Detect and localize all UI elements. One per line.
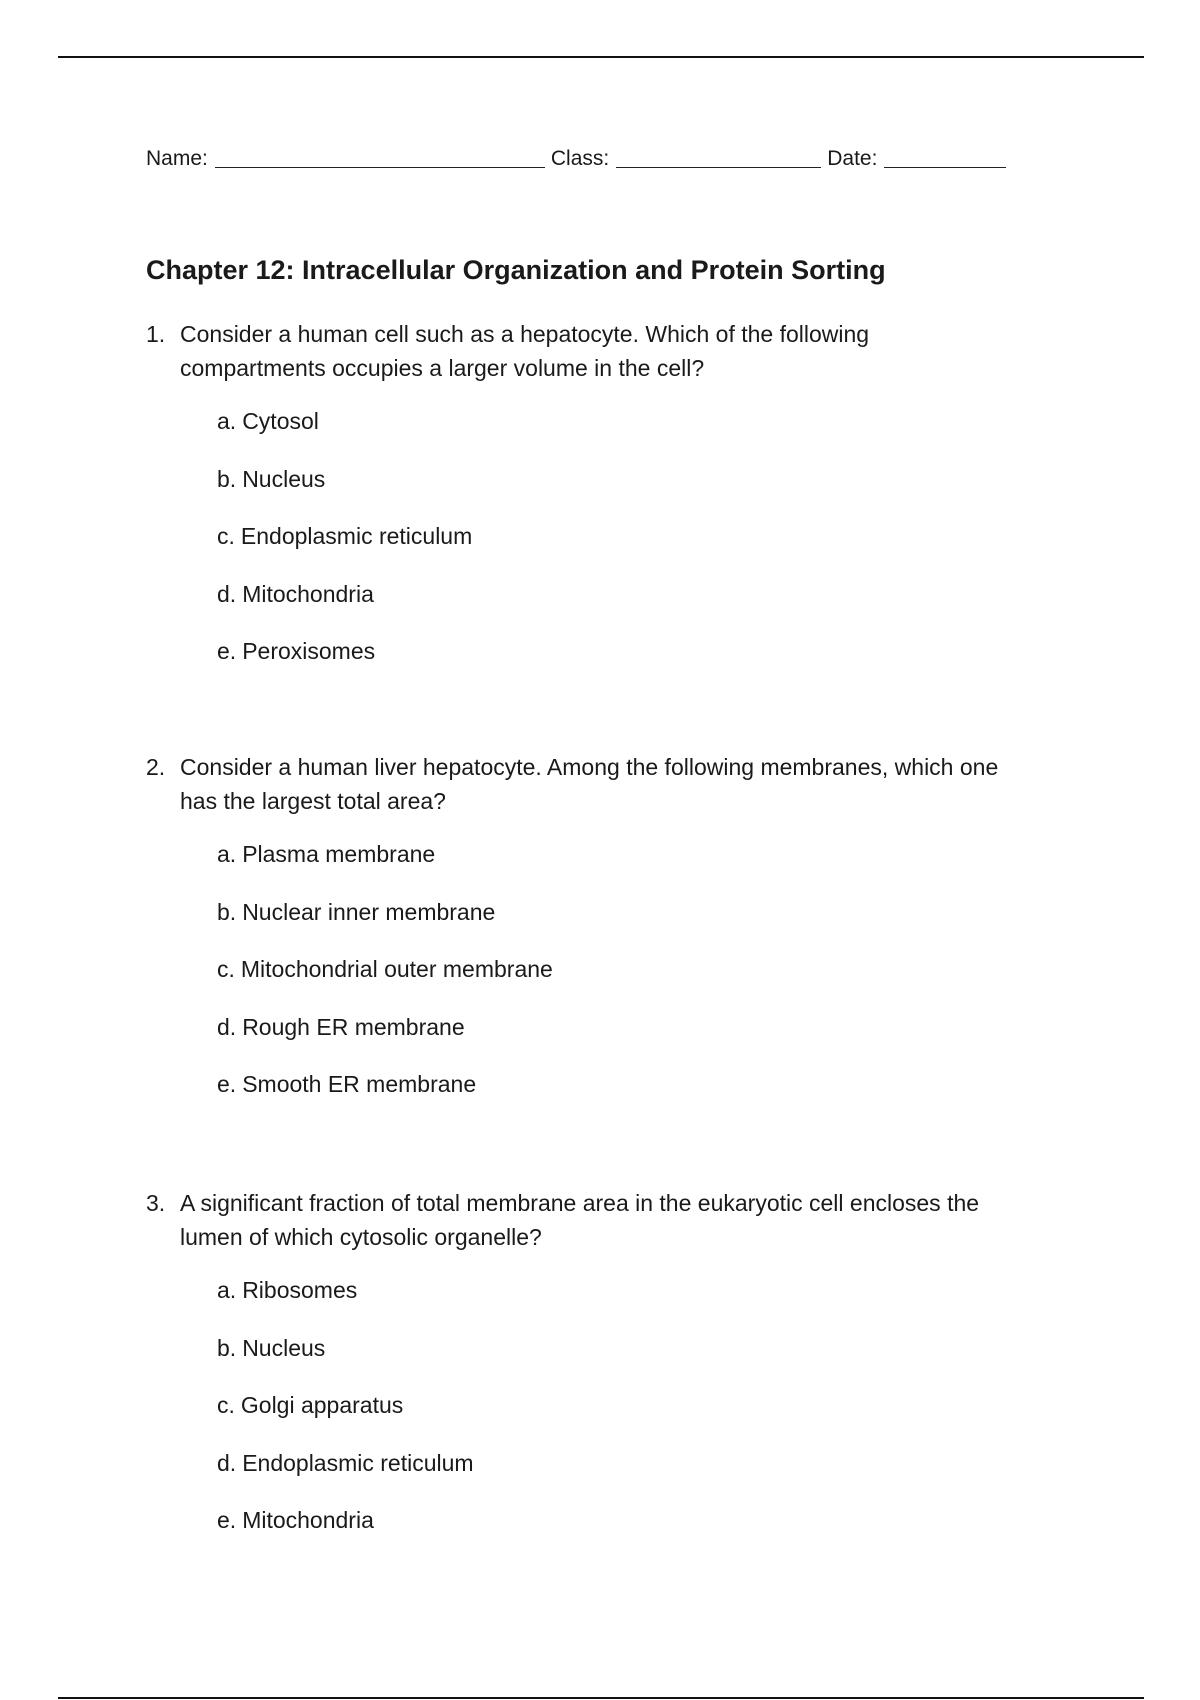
date-label: Date:	[827, 147, 878, 170]
option-letter: c.	[217, 523, 235, 549]
option-text: Golgi apparatus	[240, 1392, 404, 1418]
answer-option-d[interactable]	[217, 580, 1137, 638]
answer-option-e[interactable]	[217, 637, 1137, 695]
option-text: Mitochondrial outer membrane	[240, 956, 553, 982]
class-blank[interactable]	[616, 147, 821, 168]
question-text-line: has the largest total area?	[180, 788, 446, 814]
question-number: 2.	[146, 754, 166, 780]
answer-option-d[interactable]	[217, 1013, 1137, 1071]
question-number: 1.	[146, 321, 166, 347]
option-letter: d.	[217, 580, 237, 607]
name-label: Name:	[146, 147, 208, 170]
top-rule	[58, 56, 1144, 58]
question-text	[180, 317, 1066, 385]
option-text: Nucleus	[242, 1334, 326, 1361]
option-text: Nucleus	[242, 465, 326, 492]
option-letter: d.	[217, 1449, 237, 1476]
answer-options	[217, 1276, 1137, 1564]
option-text: Endoplasmic reticulum	[242, 1449, 474, 1476]
answer-option-c[interactable]	[217, 522, 1137, 580]
option-letter: c.	[217, 1392, 235, 1418]
question-text	[180, 750, 1066, 818]
answer-option-d[interactable]	[217, 1449, 1137, 1507]
option-letter: e.	[217, 638, 237, 664]
option-text: Nuclear inner membrane	[242, 898, 496, 925]
option-letter: b.	[217, 465, 237, 492]
option-text: Cytosol	[242, 408, 319, 434]
option-text: Mitochondria	[242, 580, 374, 607]
answer-options	[217, 840, 1137, 1128]
question-text-line: Consider a human liver hepatocyte. Among the following membranes, which one	[180, 754, 999, 780]
chapter-title: Chapter 12: Intracellular Organization and Protein Sorting	[146, 255, 886, 285]
question-stem	[146, 317, 1066, 385]
option-letter: e.	[217, 1071, 237, 1097]
bottom-rule	[58, 1697, 1144, 1699]
option-text: Mitochondria	[242, 1507, 374, 1533]
option-letter: a.	[217, 408, 237, 434]
answer-option-a[interactable]	[217, 1276, 1137, 1334]
question-3	[146, 1186, 1066, 1564]
question-1	[146, 317, 1066, 695]
question-2	[146, 750, 1066, 1128]
option-letter: c.	[217, 956, 235, 982]
option-letter: b.	[217, 898, 237, 925]
question-text	[180, 1186, 1066, 1254]
option-text: Peroxisomes	[242, 638, 376, 664]
question-text-line: compartments occupies a larger volume in the cell?	[180, 355, 705, 381]
option-text: Plasma membrane	[242, 841, 436, 867]
name-blank[interactable]	[215, 147, 545, 168]
option-text: Endoplasmic reticulum	[240, 523, 473, 549]
date-blank[interactable]	[884, 147, 1006, 168]
class-label: Class:	[550, 147, 610, 170]
question-stem	[146, 750, 1066, 818]
answer-option-c[interactable]	[217, 1391, 1137, 1449]
option-text: Ribosomes	[242, 1277, 358, 1303]
answer-options	[217, 407, 1137, 695]
question-text-line: A significant fraction of total membrane area in the eukaryotic cell encloses the	[180, 1190, 980, 1216]
option-letter: d.	[217, 1013, 237, 1040]
answer-option-b[interactable]	[217, 898, 1137, 956]
answer-option-a[interactable]	[217, 407, 1137, 465]
student-info-fields	[146, 146, 1012, 172]
answer-option-b[interactable]	[217, 1334, 1137, 1392]
answer-option-e[interactable]	[217, 1070, 1137, 1128]
option-letter: a.	[217, 1277, 237, 1303]
option-letter: b.	[217, 1334, 237, 1361]
option-text: Smooth ER membrane	[242, 1071, 477, 1097]
option-letter: a.	[217, 841, 237, 867]
answer-option-b[interactable]	[217, 465, 1137, 523]
option-text: Rough ER membrane	[242, 1013, 465, 1040]
answer-option-a[interactable]	[217, 840, 1137, 898]
question-text-line: Consider a human cell such as a hepatocyte. Which of the following	[180, 321, 870, 347]
question-number: 3.	[146, 1190, 166, 1216]
option-letter: e.	[217, 1507, 237, 1533]
answer-option-e[interactable]	[217, 1506, 1137, 1564]
question-text-line: lumen of which cytosolic organelle?	[180, 1224, 542, 1250]
question-stem	[146, 1186, 1066, 1254]
answer-option-c[interactable]	[217, 955, 1137, 1013]
